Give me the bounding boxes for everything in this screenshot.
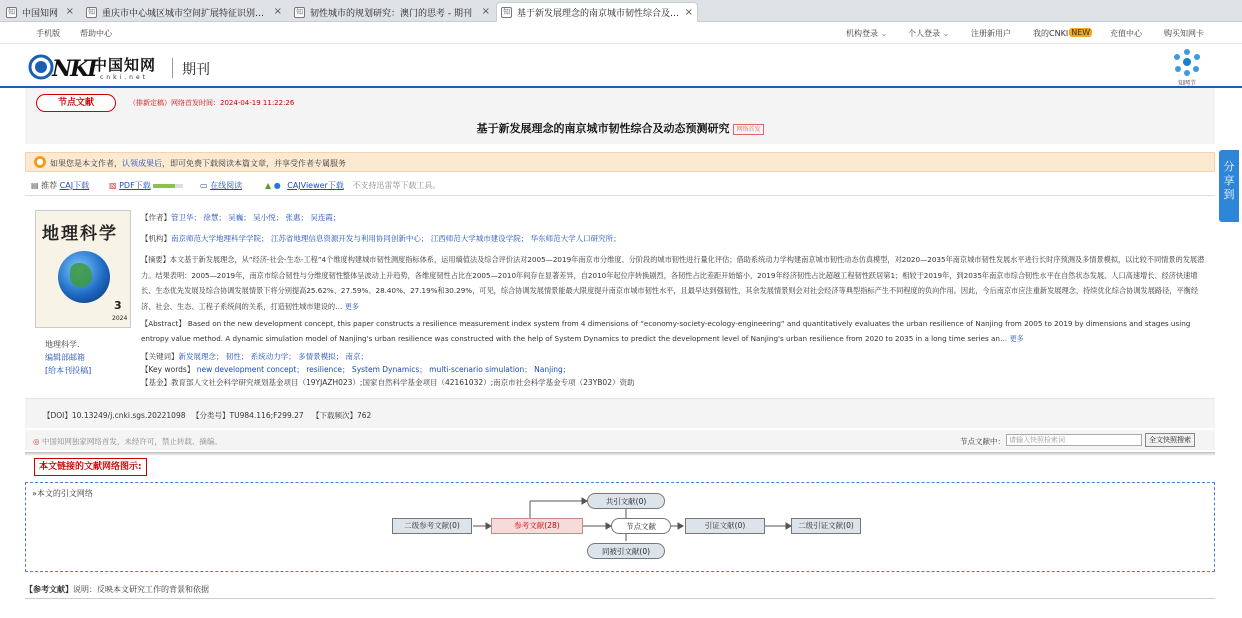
mobile-link[interactable]: 手机版: [36, 29, 60, 38]
abstract-cn-label: 【摘要】: [141, 255, 170, 264]
article-header: [25, 88, 1215, 144]
browser-tab[interactable]: [82, 2, 286, 22]
new-badge: NEW: [1071, 28, 1091, 37]
register-link[interactable]: 注册新用户: [971, 29, 1011, 38]
download-bar: [25, 174, 1215, 196]
cnki-favicon-icon: 知: [88, 7, 95, 16]
browser-tab[interactable]: [2, 2, 78, 22]
class-item: [192, 410, 304, 421]
references-desc: 说明：反映本文研究工作的背景和依据: [73, 585, 209, 594]
journal-name[interactable]: 地理科学.: [45, 340, 80, 349]
abstract-cn-text: 本文基于新发展理念，从“经济-社会-生态-工程”4个维度构建城市韧性测度指标体系，运用熵值法及综合评价法对2005—2019年南京市分维度、分阶段的城市韧性进行量化评估；借助系统动力学构建南京城市韧性动态仿真模型，对2020—2035年南京城市韧性发展水平进行长时序预测及多情景模拟，以比较不同情景的发展潜力。结果表明：2005—2019年，南京市综合韧性与分维度韧性整体呈波动上升趋势，各维度韧性占比在2005—2010年间存在显著差异，自2010年起位序转换剧烈，各韧性占比差距开始缩小，2019年经济韧性占比超越工程韧性跃居第1；相较于2019年，到2035年南京市综合韧性水平在自然状态发展、人口高速增长、经济快速增长、生态优先发展及综合协调发展情景下将分别提高25.62%、27.59%、28.40%、27.19%和30.29%，可见，综合协调发展情景能最大限度提升南京市城市韧性水平，且最早达到强韧性，其余发展情景则会对社会经济等典型指标产生不同程度的负向作用。因此，今后南京市应注重新发展理念，持续优化综合协调发展路径，平衡经济、社会、生态、工程子系统间的关系，打造韧性城市建设的…: [141, 255, 1205, 311]
viewer-download-link[interactable]: CAJViewer下载: [287, 181, 344, 190]
my-cnki-label: 我的CNKI: [1033, 29, 1069, 38]
class-label: 【分类号】: [192, 411, 230, 420]
book-icon: ▭: [200, 181, 208, 190]
publish-time: （排新定稿）网络首发时间：2024-04-19 11:22:26: [129, 99, 295, 107]
tab-label: 基于新发展理念的南京城市韧性综合及…: [517, 9, 680, 19]
abstract-en: [141, 316, 1206, 346]
copyright-warning: [33, 436, 222, 447]
class-value: TU984.116;F299.27: [229, 411, 304, 420]
download-count-label: 【下载频次】: [312, 411, 357, 420]
second-level-ref-node[interactable]: 二级参考文献(0): [392, 518, 472, 534]
claim-link[interactable]: 认领成果后: [122, 159, 162, 168]
help-link[interactable]: 帮助中心: [80, 29, 112, 38]
tab-label: 韧性城市的规划研究：澳门的思考 - 期刊: [310, 8, 472, 19]
recharge-link[interactable]: 充值中心: [1110, 29, 1142, 38]
online-read-link[interactable]: 在线阅读: [210, 181, 243, 190]
section-divider: [25, 452, 1215, 456]
pdf-download-link[interactable]: PDF下载: [119, 181, 151, 190]
logo-chinese-text: 中国知网: [92, 56, 157, 74]
reference-node[interactable]: 参考文献(28): [491, 518, 583, 534]
journal-cover[interactable]: [35, 210, 131, 328]
cover-issue: 3: [114, 299, 122, 312]
share-label: 分 享 到: [1223, 160, 1235, 201]
orgs-row: [141, 231, 621, 246]
personal-login-link[interactable]: [908, 28, 949, 39]
abstract-en-text: Based on the new development concept, this paper constructs a resilience measurement index system from 4 dimensions of “economy-society-ecology-engineering” and quantitatively evaluates the urban resilience of Nanjing from 2005 to 2019 by dimensions and stages using entropy value method. A dynamic simulation model of Nanjing's urban resilience was constructed with the help of System Dynamics to predict the development level of Nanjing's urban resilience from 2020 to 2035 in a long time series an…: [141, 319, 1191, 343]
abstract-cn: [141, 252, 1206, 314]
logo-domain-text: cnki.net: [100, 74, 148, 81]
snapshot-search-bar: [25, 430, 1215, 450]
copyright-text: 中国知网独家网络首发，未经许可，禁止转载、摘编。: [41, 437, 222, 446]
second-level-cite-node[interactable]: 二级引证文献(0): [791, 518, 861, 534]
cnki-favicon-icon: 知: [296, 7, 303, 16]
snapshot-search-button[interactable]: 全文快照搜索: [1145, 433, 1195, 447]
viewer-download-item[interactable]: [265, 180, 440, 191]
abstract-en-more-link[interactable]: 更多: [1009, 334, 1024, 343]
keywords-label: 【关键词】: [141, 352, 179, 361]
pdf-download-item[interactable]: [109, 180, 183, 191]
doi-value: 10.13249/j.cnki.sgs.20221098: [71, 411, 186, 420]
android-icon: ▲: [265, 181, 272, 190]
fund-text[interactable]: 教育部人文社会科学研究规划基金项目（19YJAZH023）;国家自然科学基金项目（42161032）;南京市社会科学基金专项（23YB02）资助: [171, 378, 635, 387]
close-icon[interactable]: ×: [273, 6, 282, 17]
caj-download-link[interactable]: CAJ下载: [59, 181, 90, 190]
pdf-progress-bar: [153, 184, 183, 188]
abstract-cn-more-link[interactable]: 更多: [344, 301, 359, 311]
network-first-badge: 网络首发: [733, 124, 763, 135]
buy-card-link[interactable]: 购买知网卡: [1164, 29, 1204, 38]
references-header: [25, 584, 209, 595]
zhiwangjie-icon: [1172, 48, 1202, 76]
download-count-value: 762: [357, 411, 372, 420]
document-icon: ▤: [31, 181, 39, 190]
node-literature-badge: 节点文献: [36, 94, 116, 112]
zhiwangjie-logo[interactable]: [1170, 48, 1204, 86]
authors-list[interactable]: 管卫华； 徐慧； 吴巍； 吴小悦； 张惠； 吴连霞；: [171, 213, 341, 222]
browser-tab-active[interactable]: [496, 2, 698, 22]
journal-info: [45, 338, 91, 377]
tab-label: 重庆市中心城区城市空间扩展特征识别…: [102, 8, 265, 19]
co-reference-node[interactable]: 共引文献(0): [587, 493, 665, 509]
cover-title: 地理科学: [42, 224, 118, 244]
article-content: [25, 196, 1215, 398]
cnki-logo-icon: [28, 52, 96, 82]
authors-label: 【作者】: [141, 213, 171, 222]
editor-email-link[interactable]: 编辑部邮箱: [45, 353, 85, 362]
article-info-row: [25, 398, 1215, 428]
org-login-label: 机构登录: [846, 29, 878, 38]
references-label: 【参考文献】: [25, 585, 73, 594]
apple-icon: ●: [273, 181, 281, 190]
cnki-favicon-icon: 知: [8, 7, 15, 16]
citing-node[interactable]: 引证文献(0): [685, 518, 765, 534]
logo-divider: [172, 58, 173, 78]
author-notice: [25, 152, 1215, 172]
org-login-link[interactable]: [846, 28, 887, 39]
unsupported-note: 不支持迅雷等下载工具。: [352, 181, 441, 190]
cnki-logo[interactable]: [28, 52, 96, 82]
network-caption: »本文的引文网络: [32, 489, 93, 498]
close-icon[interactable]: ×: [65, 6, 74, 17]
top-nav: [0, 22, 1242, 44]
section-title: 期刊: [182, 62, 210, 78]
fund-label: 【基金】: [141, 378, 171, 387]
snapshot-search-input[interactable]: 请输入快照检索词: [1006, 434, 1142, 446]
logo-bar: [0, 44, 1242, 88]
chevron-down-icon: ⌄: [942, 29, 950, 38]
cover-year: 2024: [112, 315, 128, 322]
keywords-en-list[interactable]: new development concept； resilience； System Dynamics； multi-scenario simulation； Nanjing；: [196, 365, 571, 374]
authors-row: [141, 210, 340, 225]
doi-item: [43, 410, 186, 421]
notice-text: [50, 158, 346, 169]
chevron-down-icon: ⌄: [880, 29, 888, 38]
submit-link[interactable]: [给本刊投稿]: [45, 366, 92, 375]
browser-tab-bar: [0, 0, 1242, 22]
tab-label: 中国知网: [22, 8, 59, 19]
caj-download-item[interactable]: [31, 180, 89, 191]
personal-login-label: 个人登录: [908, 29, 940, 38]
recommend-label: 推荐: [41, 181, 58, 190]
article-title: 基于新发展理念的南京城市韧性综合及动态预测研究: [476, 122, 730, 135]
pdf-icon: ▧: [109, 181, 117, 190]
copyright-icon: ◎: [33, 437, 40, 446]
globe-land: [70, 263, 92, 287]
close-icon[interactable]: ×: [684, 7, 693, 18]
online-read-item[interactable]: [200, 180, 242, 191]
references-divider: [25, 598, 1215, 599]
download-count-item: [312, 410, 371, 421]
notice-pre: 如果您是本文作者，: [50, 159, 122, 168]
share-side-button[interactable]: [1219, 150, 1239, 222]
fund-row: [141, 375, 634, 390]
orgs-label: 【机构】: [141, 234, 171, 243]
doi-label: 【DOI】: [43, 411, 72, 420]
keywords-en-label: 【Key words】: [141, 365, 195, 374]
co-cited-node[interactable]: 同被引文献(0): [587, 543, 665, 559]
close-icon[interactable]: ×: [481, 6, 490, 17]
cnki-favicon-icon: 知: [503, 8, 510, 16]
network-title: 本文链接的文献网络图示:: [34, 458, 147, 476]
notice-post: ，即可免费下载阅读本篇文章，并享受作者专属服务: [162, 159, 346, 168]
my-cnki-link[interactable]: [1033, 28, 1092, 39]
keywords-list[interactable]: 新发展理念； 韧性； 系统动力学； 多情景模拟； 南京；: [178, 352, 369, 361]
zhiwangjie-label: 知网节: [1177, 80, 1196, 87]
svg-text:NKI: NKI: [52, 56, 96, 82]
article-title-wrap: [25, 120, 1215, 136]
abstract-en-label: 【Abstract】: [141, 319, 186, 328]
orgs-list[interactable]: 南京师范大学地理科学学院； 江苏省地理信息资源开发与利用协同创新中心； 江西师范大学城市建设学院； 华东师范大学人口研究所；: [171, 234, 621, 243]
node-literature-node[interactable]: 节点文献: [611, 518, 671, 534]
citation-network-box: [25, 482, 1215, 572]
search-label: 节点文献中：: [960, 437, 1005, 446]
browser-tab[interactable]: [290, 2, 494, 22]
user-icon: ●: [34, 156, 46, 168]
